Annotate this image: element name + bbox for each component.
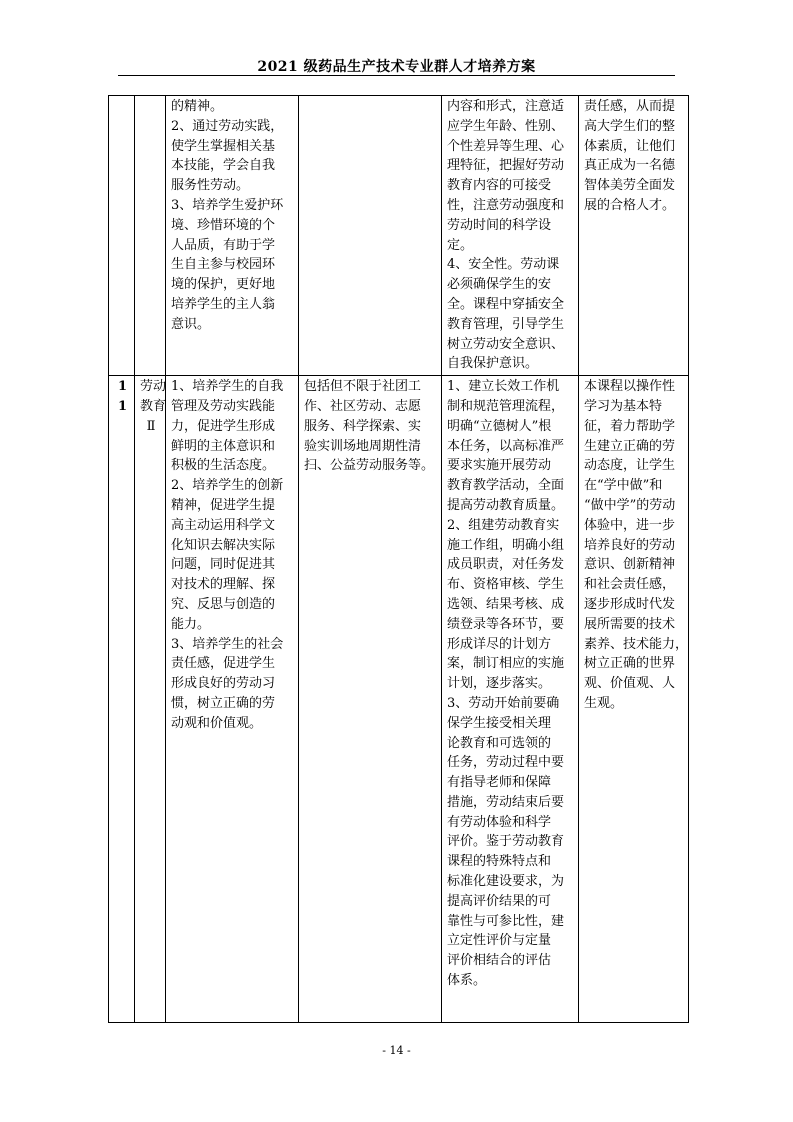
text-line: 本技能，学会自我 xyxy=(171,158,276,174)
text-line: 逐步形成时代发 xyxy=(584,596,676,612)
content-cell xyxy=(299,376,442,1023)
text-line: 性，注意劳动强度和 xyxy=(447,197,565,213)
text-line: 内容和形式，注意适 xyxy=(447,99,565,114)
text-line: 责任感，从而提 xyxy=(584,99,676,114)
text-line: 体素质，让他们 xyxy=(584,138,676,154)
text-line: 2、培养学生的创新 xyxy=(171,478,284,494)
text-line: 教育教学活动，全面 xyxy=(447,478,565,494)
text-line: 服务、科学探索、实 xyxy=(304,418,422,434)
text-line: 应学生年龄、性别、 xyxy=(447,118,565,134)
text-line: 素养、技术能力， xyxy=(584,636,689,652)
header-divider xyxy=(118,75,675,76)
text-line: 本任务，以高标准严 xyxy=(447,438,565,454)
text-line: “做中学”的劳动 xyxy=(584,497,676,513)
text-line: 管理及劳动实践能 xyxy=(171,398,276,414)
curriculum-table xyxy=(108,95,689,1023)
text-line: 成员职责，对任务发 xyxy=(447,557,565,573)
objectives-cell xyxy=(166,376,299,1023)
text-line: 高大学生们的整 xyxy=(584,118,676,134)
table-row xyxy=(109,376,689,1023)
text-line: 展所需要的技术 xyxy=(584,616,676,632)
course-name-cell xyxy=(135,96,166,376)
text-line: 服务性劳动。 xyxy=(171,178,250,194)
text-line: 提高评价结果的可 xyxy=(447,893,552,909)
text-line: 自我保护意识。 xyxy=(447,356,539,372)
course-number: 11 xyxy=(117,379,128,414)
text-line: 人品质，有助于学 xyxy=(171,237,276,253)
text-line: 案，制订相应的实施 xyxy=(447,656,565,672)
content-cell xyxy=(299,96,442,376)
text-line: 学习为基本特 xyxy=(584,398,663,414)
text-line: 3、劳动开始前要确 xyxy=(447,695,560,711)
text-line: 选领、结果考核、成 xyxy=(447,596,565,612)
text-line: 保学生接受相关理 xyxy=(447,715,552,731)
requirements-cell xyxy=(442,376,579,1023)
text-line: 作、社区劳动、志愿 xyxy=(304,398,422,414)
text-line: 本课程以操作性 xyxy=(584,379,676,395)
text-line: 培养学生的主人翁 xyxy=(171,296,276,312)
text-line: 真正成为一名德 xyxy=(584,158,676,174)
description-cell xyxy=(579,376,689,1023)
text-line: 动观和价值观。 xyxy=(171,715,263,731)
text-line: 动态度，让学生 xyxy=(584,458,676,474)
text-line: 扫、公益劳动服务等。 xyxy=(304,458,435,474)
text-line: 能力。 xyxy=(171,616,211,632)
text-line: 究、反思与创造的 xyxy=(171,596,276,612)
text-line: 提高劳动教育质量。 xyxy=(447,497,565,513)
text-line: 课程的特殊特点和 xyxy=(447,854,552,870)
course-number-cell xyxy=(109,96,135,376)
text-line: 的精神。 xyxy=(171,99,224,114)
text-line: 培养良好的劳动 xyxy=(584,537,676,553)
text-line: 惯，树立正确的劳 xyxy=(171,695,276,711)
text-line: 有指导老师和保障 xyxy=(447,775,552,791)
text-line: 体系。 xyxy=(447,973,487,989)
text-line: 论教育和可选领的 xyxy=(447,735,552,751)
text-line: 2、组建劳动教育实 xyxy=(447,517,560,533)
document-header-title: 2021 级药品生产技术专业群人才培养方案 xyxy=(257,59,536,75)
text-line: 树立劳动安全意识、 xyxy=(447,336,565,352)
text-line: 要求实施开展劳动 xyxy=(447,458,552,474)
text-line: 劳动 xyxy=(140,379,167,395)
text-line: 理特征，把握好劳动 xyxy=(447,158,565,174)
text-line: 在“学中做”和 xyxy=(584,478,663,494)
text-line: 任务，劳动过程中要 xyxy=(447,755,565,771)
text-line: 教育管理，引导学生 xyxy=(447,316,565,332)
text-line: 生建立正确的劳 xyxy=(584,438,676,454)
text-line: 靠性与可参比性，建 xyxy=(447,913,565,929)
text-line: 个性差异等生理、心 xyxy=(447,138,565,154)
text-line: 有劳动体验和科学 xyxy=(447,814,552,830)
text-line: 评价。鉴于劳动教育 xyxy=(447,834,565,850)
text-line: 评价相结合的评估 xyxy=(447,953,552,969)
text-line: 1、培养学生的自我 xyxy=(171,379,284,395)
requirements-cell xyxy=(442,96,579,376)
text-line: 立定性评价与定量 xyxy=(447,933,552,949)
text-line: 教育 xyxy=(140,398,167,414)
text-line: 意识、创新精神 xyxy=(584,557,676,573)
text-line: 使学生掌握相关基 xyxy=(171,138,276,154)
text-line: 劳动时间的科学设 xyxy=(447,217,552,233)
text-line: 意识。 xyxy=(171,316,211,332)
page-number: - 14 - xyxy=(382,1044,411,1057)
text-line: 措施，劳动结束后要 xyxy=(447,794,565,810)
course-name-cell xyxy=(135,376,166,1023)
text-line: 定。 xyxy=(447,237,474,253)
text-line: 精神，促进学生提 xyxy=(171,497,276,513)
text-line: 必须确保学生的安 xyxy=(447,277,552,293)
text-line: 智体美劳全面发 xyxy=(584,178,676,194)
text-line: 布、资格审核、学生 xyxy=(447,577,565,593)
description-cell xyxy=(579,96,689,376)
text-line: 形成详尽的计划方 xyxy=(447,636,552,652)
text-line: 2、通过劳动实践， xyxy=(171,118,284,134)
text-line: 观、价值观、人 xyxy=(584,676,676,692)
text-line: 境的保护，更好地 xyxy=(171,277,276,293)
text-line: 体验中，进一步 xyxy=(584,517,676,533)
text-line: 计划，逐步落实。 xyxy=(447,676,552,692)
text-line: 力，促进学生形成 xyxy=(171,418,276,434)
text-line: Ⅱ xyxy=(146,418,156,434)
text-line: 鲜明的主体意识和 xyxy=(171,438,276,454)
text-line: 化知识去解决实际 xyxy=(171,537,276,553)
text-line: 验实训场地周期性清 xyxy=(304,438,422,454)
text-line: 形成良好的劳动习 xyxy=(171,676,276,692)
text-line: 教育内容的可接受 xyxy=(447,178,552,194)
text-line: 境、珍惜环境的个 xyxy=(171,217,276,233)
table-row xyxy=(109,96,689,376)
text-line: 制和规范管理流程， xyxy=(447,398,565,414)
text-line: 施工作组，明确小组 xyxy=(447,537,565,553)
text-line: 树立正确的世界 xyxy=(584,656,676,672)
text-line: 展的合格人才。 xyxy=(584,197,676,213)
text-line: 征，着力帮助学 xyxy=(584,418,676,434)
text-line: 和社会责任感， xyxy=(584,577,676,593)
text-line: 责任感，促进学生 xyxy=(171,656,276,672)
objectives-cell xyxy=(166,96,299,376)
text-line: 生自主参与校园环 xyxy=(171,257,276,273)
text-line: 全。课程中穿插安全 xyxy=(447,296,565,312)
text-line: 高主动运用科学文 xyxy=(171,517,276,533)
course-number-cell xyxy=(109,376,135,1023)
text-line: 包括但不限于社团工 xyxy=(304,379,422,395)
text-line: 绩登录等各环节，要 xyxy=(447,616,565,632)
text-line: 4、安全性。劳动课 xyxy=(447,257,560,273)
text-line: 对技术的理解、探 xyxy=(171,577,276,593)
text-line: 积极的生活态度。 xyxy=(171,458,276,474)
text-line: 1、建立长效工作机 xyxy=(447,379,560,395)
text-line: 生观。 xyxy=(584,695,624,711)
text-line: 问题，同时促进其 xyxy=(171,557,276,573)
text-line: 明确“立德树人”根 xyxy=(447,418,552,434)
text-line: 3、培养学生的社会 xyxy=(171,636,284,652)
text-line: 3、培养学生爱护环 xyxy=(171,197,284,213)
text-line: 标准化建设要求，为 xyxy=(447,874,565,890)
